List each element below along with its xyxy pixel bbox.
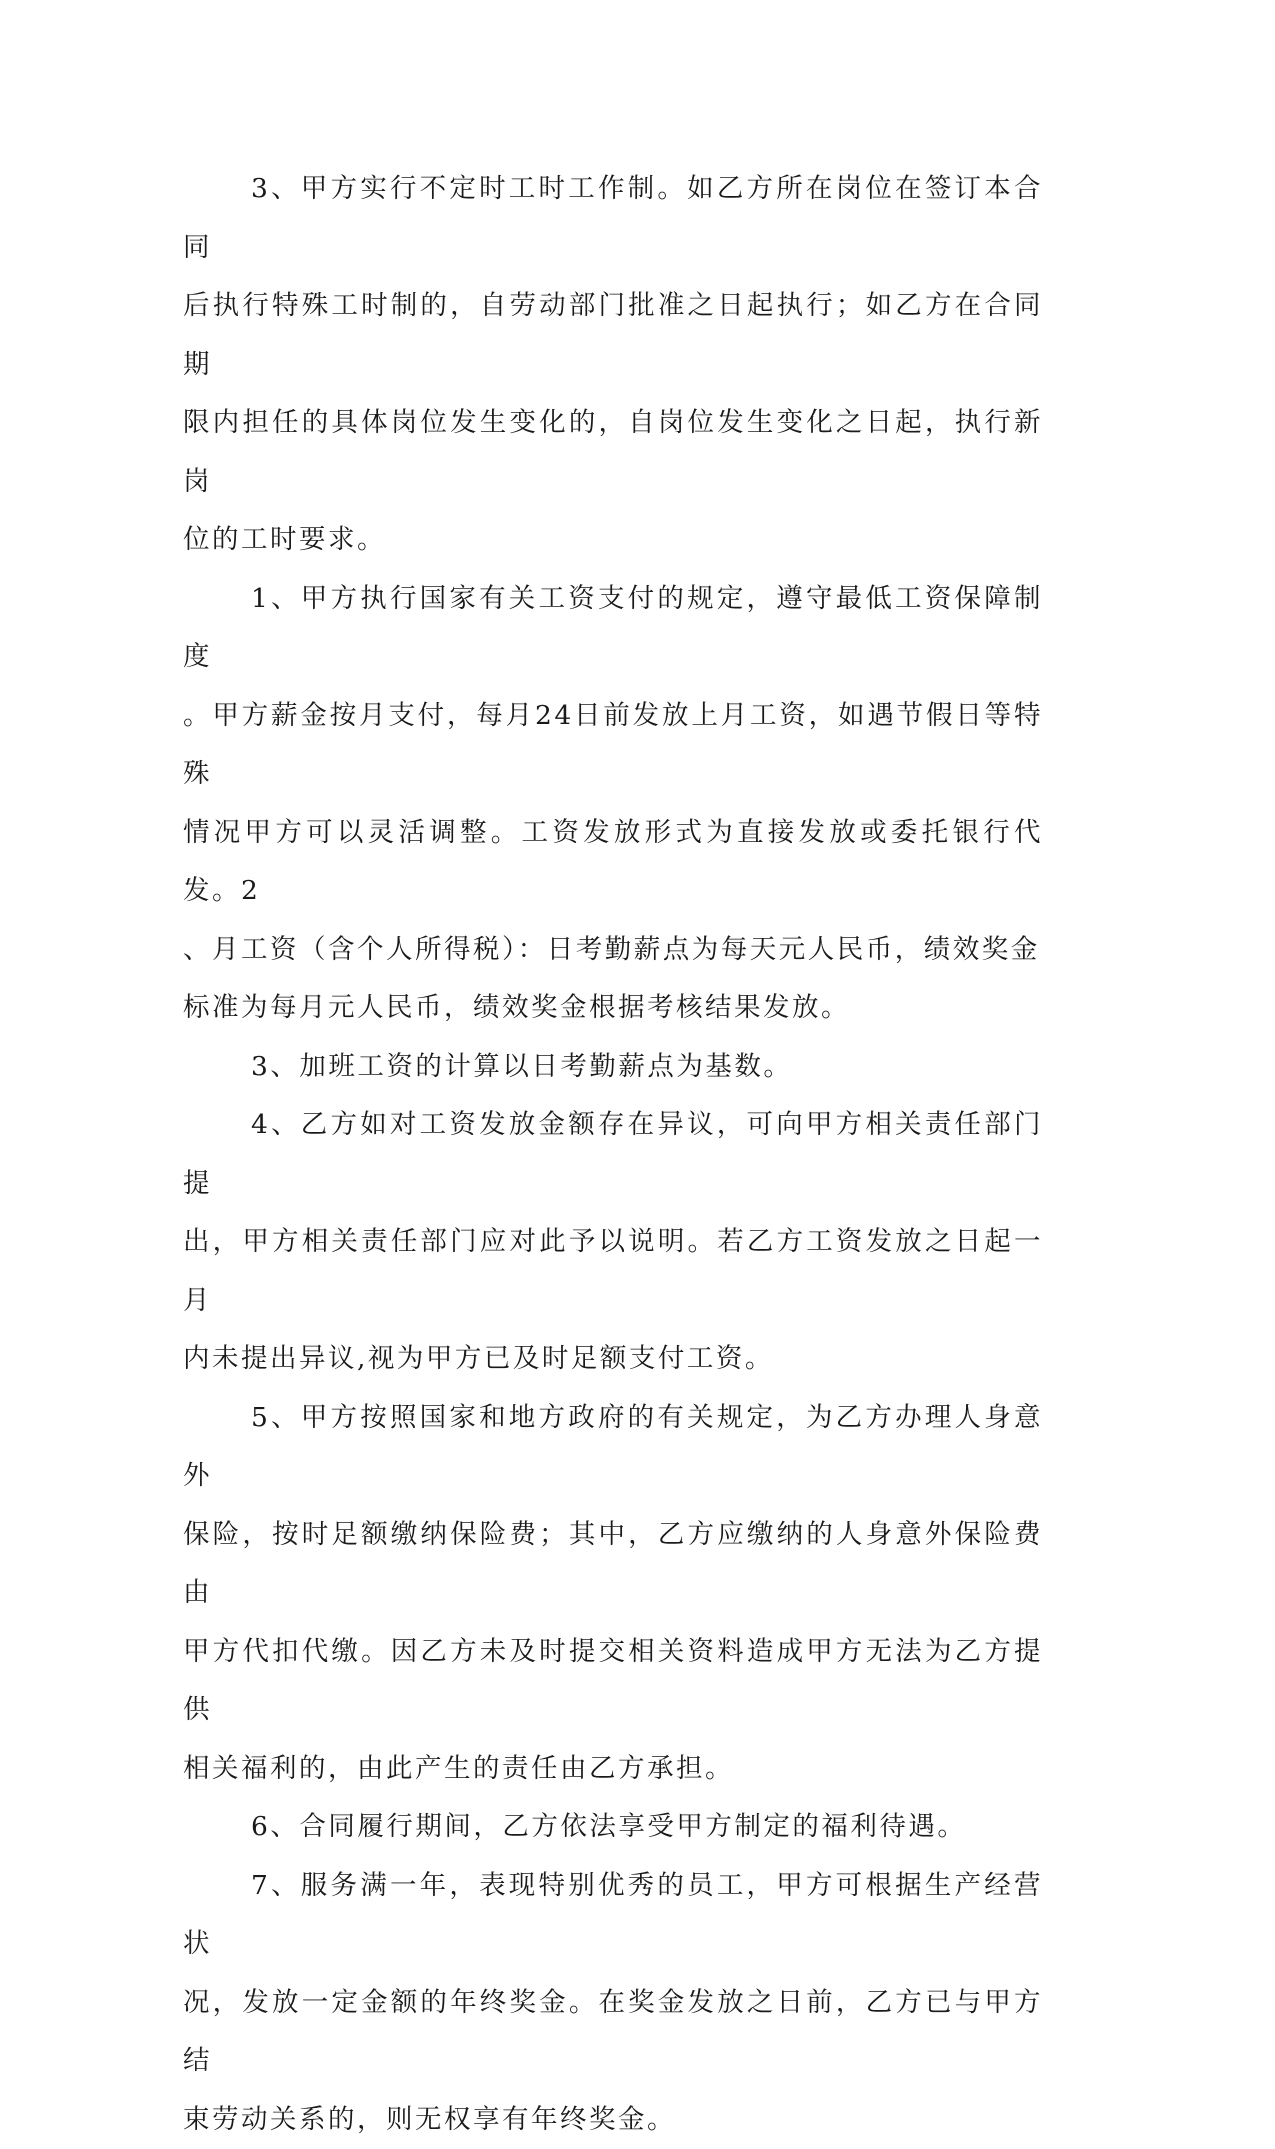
paragraph-accident-insurance: 5、甲方按照国家和地方政府的有关规定，为乙方办理人身意外 保险，按时足额缴纳保险费；其中，乙方应缴纳的人身意外保险费由 甲方代扣代缴。因乙方未及时提交相关资料造成甲方无法为乙方提供 相关福利的，由此产生的责任由乙方承担。 [183,1389,1043,1799]
paragraph-work-hours: 3、甲方实行不定时工时工作制。如乙方所在岗位在签订本合同 后执行特殊工时制的，自劳动部门批准之日起执行；如乙方在合同期 限内担任的具体岗位发生变化的，自岗位发生变化之日起，执行新岗 位的工时要求。 [183,160,1043,570]
document-body [183,160,1043,2149]
paragraph-year-end-bonus: 7、服务满一年，表现特别优秀的员工，甲方可根据生产经营状 况，发放一定金额的年终奖金。在奖金发放之日前，乙方已与甲方结 束劳动关系的，则无权享有年终奖金。 [183,1857,1043,2149]
paragraph-wage-payment: 1、甲方执行国家有关工资支付的规定，遵守最低工资保障制度 。甲方薪金按月支付，每月24日前发放上月工资，如遇节假日等特殊 情况甲方可以灵活调整。工资发放形式为直接发放或委托银行代发。2 、月工资（含个人所得税）：日考勤薪点为每天元人民币，绩效奖金 标准为每月元人民币，绩效奖金根据考核结果发放。 [183,570,1043,1038]
paragraph-wage-objection: 4、乙方如对工资发放金额存在异议，可向甲方相关责任部门提 出，甲方相关责任部门应对此予以说明。若乙方工资发放之日起一月 内未提出异议,视为甲方已及时足额支付工资。 [183,1096,1043,1389]
paragraph-welfare: 6、合同履行期间，乙方依法享受甲方制定的福利待遇。 [183,1798,1043,1857]
paragraph-overtime-pay: 3、加班工资的计算以日考勤薪点为基数。 [183,1038,1043,1097]
